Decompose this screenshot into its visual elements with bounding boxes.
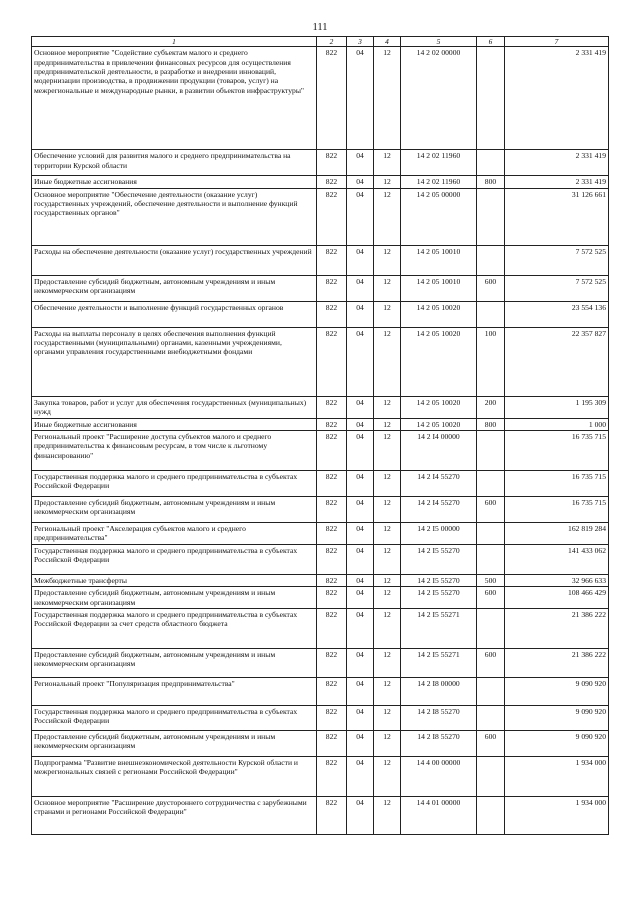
subsection-code-cell: 12 — [374, 678, 401, 706]
item-name-cell: Региональный проект "Расширение доступа субъектов малого и среднего предпринимательства к финансовым ресурсам, в том числе к льготному финансированию" — [32, 430, 317, 470]
subsection-code-cell: 12 — [374, 188, 401, 245]
table-row — [32, 430, 609, 470]
amount-cell: 2 331 419 — [505, 176, 609, 188]
subsection-code-cell: 12 — [374, 574, 401, 586]
item-name-cell: Иные бюджетные ассигнования — [32, 176, 317, 188]
section-code-cell: 04 — [347, 327, 374, 396]
section-code-cell: 04 — [347, 470, 374, 496]
subsection-code-cell: 12 — [374, 245, 401, 275]
expense-type-cell: 600 — [477, 649, 505, 678]
table-row — [32, 275, 609, 301]
target-article-cell: 14 2 I5 55271 — [401, 609, 477, 649]
table-row — [32, 496, 609, 522]
expense-type-cell: 800 — [477, 176, 505, 188]
table-row — [32, 245, 609, 275]
manager-code-cell: 822 — [317, 496, 347, 522]
section-code-cell: 04 — [347, 176, 374, 188]
section-code-cell: 04 — [347, 587, 374, 609]
section-code-cell: 04 — [347, 649, 374, 678]
target-article-cell: 14 2 02 11960 — [401, 150, 477, 176]
target-article-cell: 14 4 01 00000 — [401, 797, 477, 835]
table-row — [32, 544, 609, 574]
item-name-cell: Предоставление субсидий бюджетным, автономным учреждениям и иным некоммерческим организациям — [32, 649, 317, 678]
expense-type-cell: 600 — [477, 275, 505, 301]
amount-cell: 108 466 429 — [505, 587, 609, 609]
amount-cell: 23 554 136 — [505, 301, 609, 327]
subsection-code-cell: 12 — [374, 418, 401, 430]
manager-code-cell: 822 — [317, 430, 347, 470]
item-name-cell: Основное мероприятие "Расширение двустороннего сотрудничества с зарубежными странами и регионами Российской Федерации" — [32, 797, 317, 835]
amount-cell: 162 819 284 — [505, 522, 609, 544]
expense-type-cell — [477, 544, 505, 574]
manager-code-cell: 822 — [317, 245, 347, 275]
target-article-cell: 14 4 00 00000 — [401, 757, 477, 797]
manager-code-cell: 822 — [317, 706, 347, 731]
expense-type-cell: 600 — [477, 587, 505, 609]
expense-type-cell: 600 — [477, 731, 505, 757]
expense-type-cell: 100 — [477, 327, 505, 396]
header-col-6: 6 — [477, 37, 505, 47]
item-name-cell: Основное мероприятие "Содействие субъектам малого и среднего предпринимательства в привлечении финансовых ресурсов для осуществления предпринимательской деятельности, в разработке и внедрении инноваций, модернизации производства, в продвижении продукции (товаров, услуг) на межрегиональные и международные рынки, в развитии объектов инфраструктуры" — [32, 47, 317, 150]
item-name-cell: Предоставление субсидий бюджетным, автономным учреждениям и иным некоммерческим организациям — [32, 275, 317, 301]
section-code-cell: 04 — [347, 706, 374, 731]
subsection-code-cell: 12 — [374, 47, 401, 150]
table-row — [32, 522, 609, 544]
manager-code-cell: 822 — [317, 574, 347, 586]
item-name-cell: Обеспечение деятельности и выполнение функций государственных органов — [32, 301, 317, 327]
manager-code-cell: 822 — [317, 418, 347, 430]
manager-code-cell: 822 — [317, 188, 347, 245]
table-row — [32, 470, 609, 496]
expense-type-cell: 600 — [477, 496, 505, 522]
manager-code-cell: 822 — [317, 522, 347, 544]
manager-code-cell: 822 — [317, 797, 347, 835]
expense-type-cell — [477, 188, 505, 245]
subsection-code-cell: 12 — [374, 609, 401, 649]
section-code-cell: 04 — [347, 678, 374, 706]
subsection-code-cell: 12 — [374, 396, 401, 418]
item-name-cell: Предоставление субсидий бюджетным, автономным учреждениям и иным некоммерческим организациям — [32, 587, 317, 609]
amount-cell: 22 357 827 — [505, 327, 609, 396]
target-article-cell: 14 2 I8 55270 — [401, 706, 477, 731]
header-col-4: 4 — [374, 37, 401, 47]
subsection-code-cell: 12 — [374, 797, 401, 835]
item-name-cell: Региональный проект "Акселерация субъектов малого и среднего предпринимательства" — [32, 522, 317, 544]
section-code-cell: 04 — [347, 574, 374, 586]
table-row — [32, 797, 609, 835]
item-name-cell: Государственная поддержка малого и среднего предпринимательства в субъектах Российской Федерации — [32, 706, 317, 731]
target-article-cell: 14 2 05 10010 — [401, 245, 477, 275]
subsection-code-cell: 12 — [374, 470, 401, 496]
target-article-cell: 14 2 05 10020 — [401, 327, 477, 396]
subsection-code-cell: 12 — [374, 176, 401, 188]
amount-cell: 7 572 525 — [505, 245, 609, 275]
section-code-cell: 04 — [347, 609, 374, 649]
manager-code-cell: 822 — [317, 47, 347, 150]
target-article-cell: 14 2 I4 55270 — [401, 470, 477, 496]
amount-cell: 9 090 920 — [505, 706, 609, 731]
amount-cell: 9 090 920 — [505, 678, 609, 706]
section-code-cell: 04 — [347, 430, 374, 470]
target-article-cell: 14 2 I5 00000 — [401, 522, 477, 544]
amount-cell: 21 386 222 — [505, 649, 609, 678]
expense-type-cell — [477, 797, 505, 835]
table-row — [32, 396, 609, 418]
manager-code-cell: 822 — [317, 649, 347, 678]
section-code-cell: 04 — [347, 396, 374, 418]
target-article-cell: 14 2 I5 55271 — [401, 649, 477, 678]
manager-code-cell: 822 — [317, 150, 347, 176]
table-row — [32, 327, 609, 396]
table-row — [32, 609, 609, 649]
section-code-cell: 04 — [347, 301, 374, 327]
page-number: 111 — [312, 22, 328, 33]
target-article-cell: 14 2 05 10020 — [401, 418, 477, 430]
manager-code-cell: 822 — [317, 544, 347, 574]
manager-code-cell: 822 — [317, 275, 347, 301]
section-code-cell: 04 — [347, 418, 374, 430]
amount-cell: 2 331 419 — [505, 47, 609, 150]
amount-cell: 2 331 419 — [505, 150, 609, 176]
header-col-5: 5 — [401, 37, 477, 47]
amount-cell: 9 090 920 — [505, 731, 609, 757]
table-row — [32, 587, 609, 609]
manager-code-cell: 822 — [317, 470, 347, 496]
item-name-cell: Расходы на обеспечение деятельности (оказание услуг) государственных учреждений — [32, 245, 317, 275]
amount-cell: 141 433 062 — [505, 544, 609, 574]
budget-table — [31, 36, 609, 835]
manager-code-cell: 822 — [317, 327, 347, 396]
subsection-code-cell: 12 — [374, 731, 401, 757]
expense-type-cell — [477, 470, 505, 496]
section-code-cell: 04 — [347, 188, 374, 245]
item-name-cell: Предоставление субсидий бюджетным, автономным учреждениям и иным некоммерческим организациям — [32, 731, 317, 757]
table-row — [32, 649, 609, 678]
item-name-cell: Государственная поддержка малого и среднего предпринимательства в субъектах Российской Федерации — [32, 470, 317, 496]
target-article-cell: 14 2 I8 00000 — [401, 678, 477, 706]
table-row — [32, 706, 609, 731]
target-article-cell: 14 2 05 10010 — [401, 275, 477, 301]
subsection-code-cell: 12 — [374, 327, 401, 396]
subsection-code-cell: 12 — [374, 301, 401, 327]
section-code-cell: 04 — [347, 150, 374, 176]
expense-type-cell — [477, 522, 505, 544]
amount-cell: 16 735 715 — [505, 496, 609, 522]
item-name-cell: Предоставление субсидий бюджетным, автономным учреждениям и иным некоммерческим организациям — [32, 496, 317, 522]
section-code-cell: 04 — [347, 496, 374, 522]
manager-code-cell: 822 — [317, 678, 347, 706]
item-name-cell: Межбюджетные трансферты — [32, 574, 317, 586]
section-code-cell: 04 — [347, 275, 374, 301]
table-row — [32, 47, 609, 150]
manager-code-cell: 822 — [317, 587, 347, 609]
expense-type-cell — [477, 678, 505, 706]
subsection-code-cell: 12 — [374, 275, 401, 301]
table-row — [32, 188, 609, 245]
target-article-cell: 14 2 I8 55270 — [401, 731, 477, 757]
subsection-code-cell: 12 — [374, 757, 401, 797]
item-name-cell: Иные бюджетные ассигнования — [32, 418, 317, 430]
section-code-cell: 04 — [347, 522, 374, 544]
table-row — [32, 301, 609, 327]
amount-cell: 1 934 000 — [505, 757, 609, 797]
table-header-row — [32, 37, 609, 47]
amount-cell: 16 735 715 — [505, 470, 609, 496]
subsection-code-cell: 12 — [374, 430, 401, 470]
item-name-cell: Региональный проект "Популяризация предпринимательства" — [32, 678, 317, 706]
subsection-code-cell: 12 — [374, 522, 401, 544]
expense-type-cell: 800 — [477, 418, 505, 430]
target-article-cell: 14 2 05 10020 — [401, 396, 477, 418]
target-article-cell: 14 2 02 00000 — [401, 47, 477, 150]
expense-type-cell — [477, 47, 505, 150]
table-row — [32, 678, 609, 706]
manager-code-cell: 822 — [317, 731, 347, 757]
expense-type-cell — [477, 301, 505, 327]
amount-cell: 31 126 661 — [505, 188, 609, 245]
amount-cell: 1 195 309 — [505, 396, 609, 418]
subsection-code-cell: 12 — [374, 706, 401, 731]
item-name-cell: Расходы на выплаты персоналу в целях обеспечения выполнения функций государственными (муниципальными) органами, казенными учреждениями, органами управления государственными внебюджетными фондами — [32, 327, 317, 396]
expense-type-cell — [477, 245, 505, 275]
amount-cell: 1 000 — [505, 418, 609, 430]
table-row — [32, 418, 609, 430]
expense-type-cell — [477, 609, 505, 649]
manager-code-cell: 822 — [317, 396, 347, 418]
item-name-cell: Государственная поддержка малого и среднего предпринимательства в субъектах Российской Федерации — [32, 544, 317, 574]
manager-code-cell: 822 — [317, 176, 347, 188]
section-code-cell: 04 — [347, 731, 374, 757]
expense-type-cell: 200 — [477, 396, 505, 418]
amount-cell: 1 934 000 — [505, 797, 609, 835]
item-name-cell: Обеспечение условий для развития малого и среднего предпринимательства на территории Курской области — [32, 150, 317, 176]
amount-cell: 16 735 715 — [505, 430, 609, 470]
amount-cell: 21 386 222 — [505, 609, 609, 649]
item-name-cell: Государственная поддержка малого и среднего предпринимательства в субъектах Российской Федерации за счет средств областного бюджета — [32, 609, 317, 649]
subsection-code-cell: 12 — [374, 496, 401, 522]
target-article-cell: 14 2 05 10020 — [401, 301, 477, 327]
section-code-cell: 04 — [347, 245, 374, 275]
section-code-cell: 04 — [347, 544, 374, 574]
target-article-cell: 14 2 I5 55270 — [401, 574, 477, 586]
item-name-cell: Закупка товаров, работ и услуг для обеспечения государственных (муниципальных) нужд — [32, 396, 317, 418]
expense-type-cell — [477, 150, 505, 176]
table-row — [32, 757, 609, 797]
section-code-cell: 04 — [347, 757, 374, 797]
subsection-code-cell: 12 — [374, 150, 401, 176]
amount-cell: 32 966 633 — [505, 574, 609, 586]
target-article-cell: 14 2 05 00000 — [401, 188, 477, 245]
target-article-cell: 14 2 I4 00000 — [401, 430, 477, 470]
header-col-2: 2 — [317, 37, 347, 47]
manager-code-cell: 822 — [317, 301, 347, 327]
target-article-cell: 14 2 I5 55270 — [401, 544, 477, 574]
subsection-code-cell: 12 — [374, 544, 401, 574]
expense-type-cell — [477, 757, 505, 797]
table-row — [32, 574, 609, 586]
header-col-3: 3 — [347, 37, 374, 47]
header-col-7: 7 — [505, 37, 609, 47]
item-name-cell: Подпрограмма "Развитие внешнеэкономической деятельности Курской области и межрегиональных связей с регионами Российской Федерации" — [32, 757, 317, 797]
target-article-cell: 14 2 I5 55270 — [401, 587, 477, 609]
section-code-cell: 04 — [347, 797, 374, 835]
table-row — [32, 731, 609, 757]
amount-cell: 7 572 525 — [505, 275, 609, 301]
subsection-code-cell: 12 — [374, 649, 401, 678]
manager-code-cell: 822 — [317, 609, 347, 649]
table-row — [32, 176, 609, 188]
expense-type-cell: 500 — [477, 574, 505, 586]
expense-type-cell — [477, 706, 505, 731]
header-col-1: 1 — [32, 37, 317, 47]
section-code-cell: 04 — [347, 47, 374, 150]
subsection-code-cell: 12 — [374, 587, 401, 609]
manager-code-cell: 822 — [317, 757, 347, 797]
target-article-cell: 14 2 I4 55270 — [401, 496, 477, 522]
table-row — [32, 150, 609, 176]
target-article-cell: 14 2 02 11960 — [401, 176, 477, 188]
expense-type-cell — [477, 430, 505, 470]
item-name-cell: Основное мероприятие "Обеспечение деятельности (оказание услуг) государственных учреждений, обеспечение деятельности и выполнение функций государственных органов" — [32, 188, 317, 245]
